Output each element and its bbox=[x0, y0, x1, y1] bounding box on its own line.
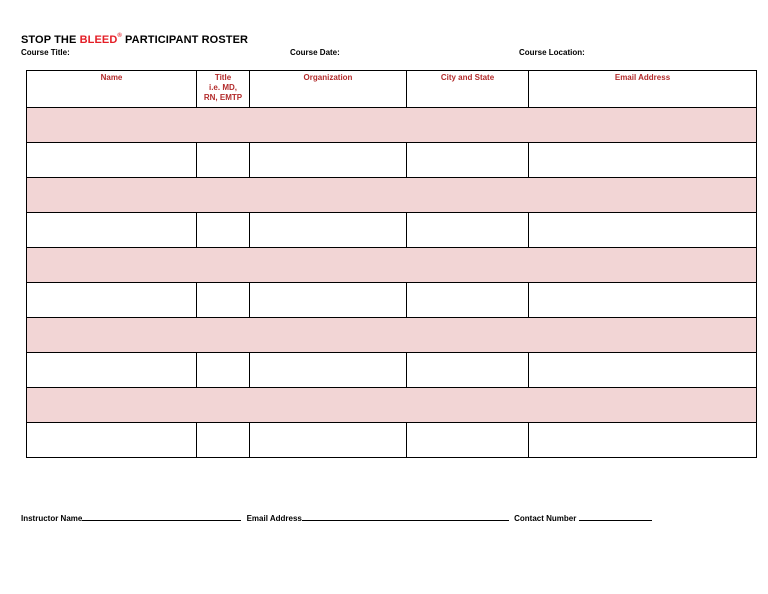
column-header-email: Email Address bbox=[529, 71, 757, 108]
column-header-title-line: i.e. MD, bbox=[208, 83, 237, 92]
table-row bbox=[27, 143, 757, 178]
city-state-cell[interactable] bbox=[407, 423, 529, 458]
table-header-row bbox=[27, 71, 757, 108]
city-state-cell[interactable] bbox=[407, 283, 529, 318]
table-row bbox=[27, 388, 757, 423]
shaded-cell[interactable] bbox=[27, 318, 757, 353]
title-cell[interactable] bbox=[197, 353, 250, 388]
name-cell[interactable] bbox=[27, 143, 197, 178]
roster-title bbox=[21, 34, 248, 46]
instructor-email-line[interactable] bbox=[302, 512, 509, 521]
instructor-footer bbox=[21, 512, 655, 523]
table-row bbox=[27, 423, 757, 458]
title-cell[interactable] bbox=[197, 283, 250, 318]
table-row bbox=[27, 213, 757, 248]
title-brand: BLEED bbox=[79, 34, 118, 46]
city-state-cell[interactable] bbox=[407, 353, 529, 388]
table-row bbox=[27, 178, 757, 213]
shaded-cell[interactable] bbox=[27, 388, 757, 423]
instructor-email-label: Email Address bbox=[246, 514, 302, 523]
shaded-cell[interactable] bbox=[27, 248, 757, 283]
organization-cell[interactable] bbox=[250, 283, 407, 318]
email-cell[interactable] bbox=[529, 143, 757, 178]
title-cell[interactable] bbox=[197, 423, 250, 458]
name-cell[interactable] bbox=[27, 423, 197, 458]
title-cell[interactable] bbox=[197, 143, 250, 178]
table-row bbox=[27, 108, 757, 143]
name-cell[interactable] bbox=[27, 353, 197, 388]
organization-cell[interactable] bbox=[250, 423, 407, 458]
shaded-cell[interactable] bbox=[27, 108, 757, 143]
course-date-label: Course Date: bbox=[290, 48, 340, 57]
email-cell[interactable] bbox=[529, 423, 757, 458]
email-cell[interactable] bbox=[529, 353, 757, 388]
shaded-cell[interactable] bbox=[27, 178, 757, 213]
city-state-cell[interactable] bbox=[407, 213, 529, 248]
table-row bbox=[27, 318, 757, 353]
email-cell[interactable] bbox=[529, 213, 757, 248]
table-row bbox=[27, 353, 757, 388]
organization-cell[interactable] bbox=[250, 213, 407, 248]
contact-number-line[interactable] bbox=[579, 512, 652, 521]
title-suffix: PARTICIPANT ROSTER bbox=[121, 34, 249, 46]
organization-cell[interactable] bbox=[250, 353, 407, 388]
column-header-city-state: City and State bbox=[407, 71, 529, 108]
title-cell[interactable] bbox=[197, 213, 250, 248]
organization-cell[interactable] bbox=[250, 143, 407, 178]
table-row bbox=[27, 248, 757, 283]
city-state-cell[interactable] bbox=[407, 143, 529, 178]
column-header-title-line: Title bbox=[214, 73, 232, 82]
column-header-title-line: RN, EMTP bbox=[203, 93, 243, 102]
column-header-organization: Organization bbox=[250, 71, 407, 108]
contact-number-label: Contact Number bbox=[514, 514, 577, 523]
name-cell[interactable] bbox=[27, 283, 197, 318]
instructor-name-label: Instructor Name bbox=[21, 514, 83, 523]
title-prefix: STOP THE bbox=[21, 34, 80, 46]
course-location-label: Course Location: bbox=[519, 48, 585, 57]
column-header-name: Name bbox=[27, 71, 197, 108]
instructor-name-line[interactable] bbox=[82, 512, 241, 521]
table-row bbox=[27, 283, 757, 318]
course-title-label: Course Title: bbox=[21, 48, 70, 57]
email-cell[interactable] bbox=[529, 283, 757, 318]
name-cell[interactable] bbox=[27, 213, 197, 248]
registered-mark: ® bbox=[117, 33, 122, 39]
column-header-title bbox=[197, 71, 250, 108]
participant-roster-table bbox=[26, 70, 757, 458]
